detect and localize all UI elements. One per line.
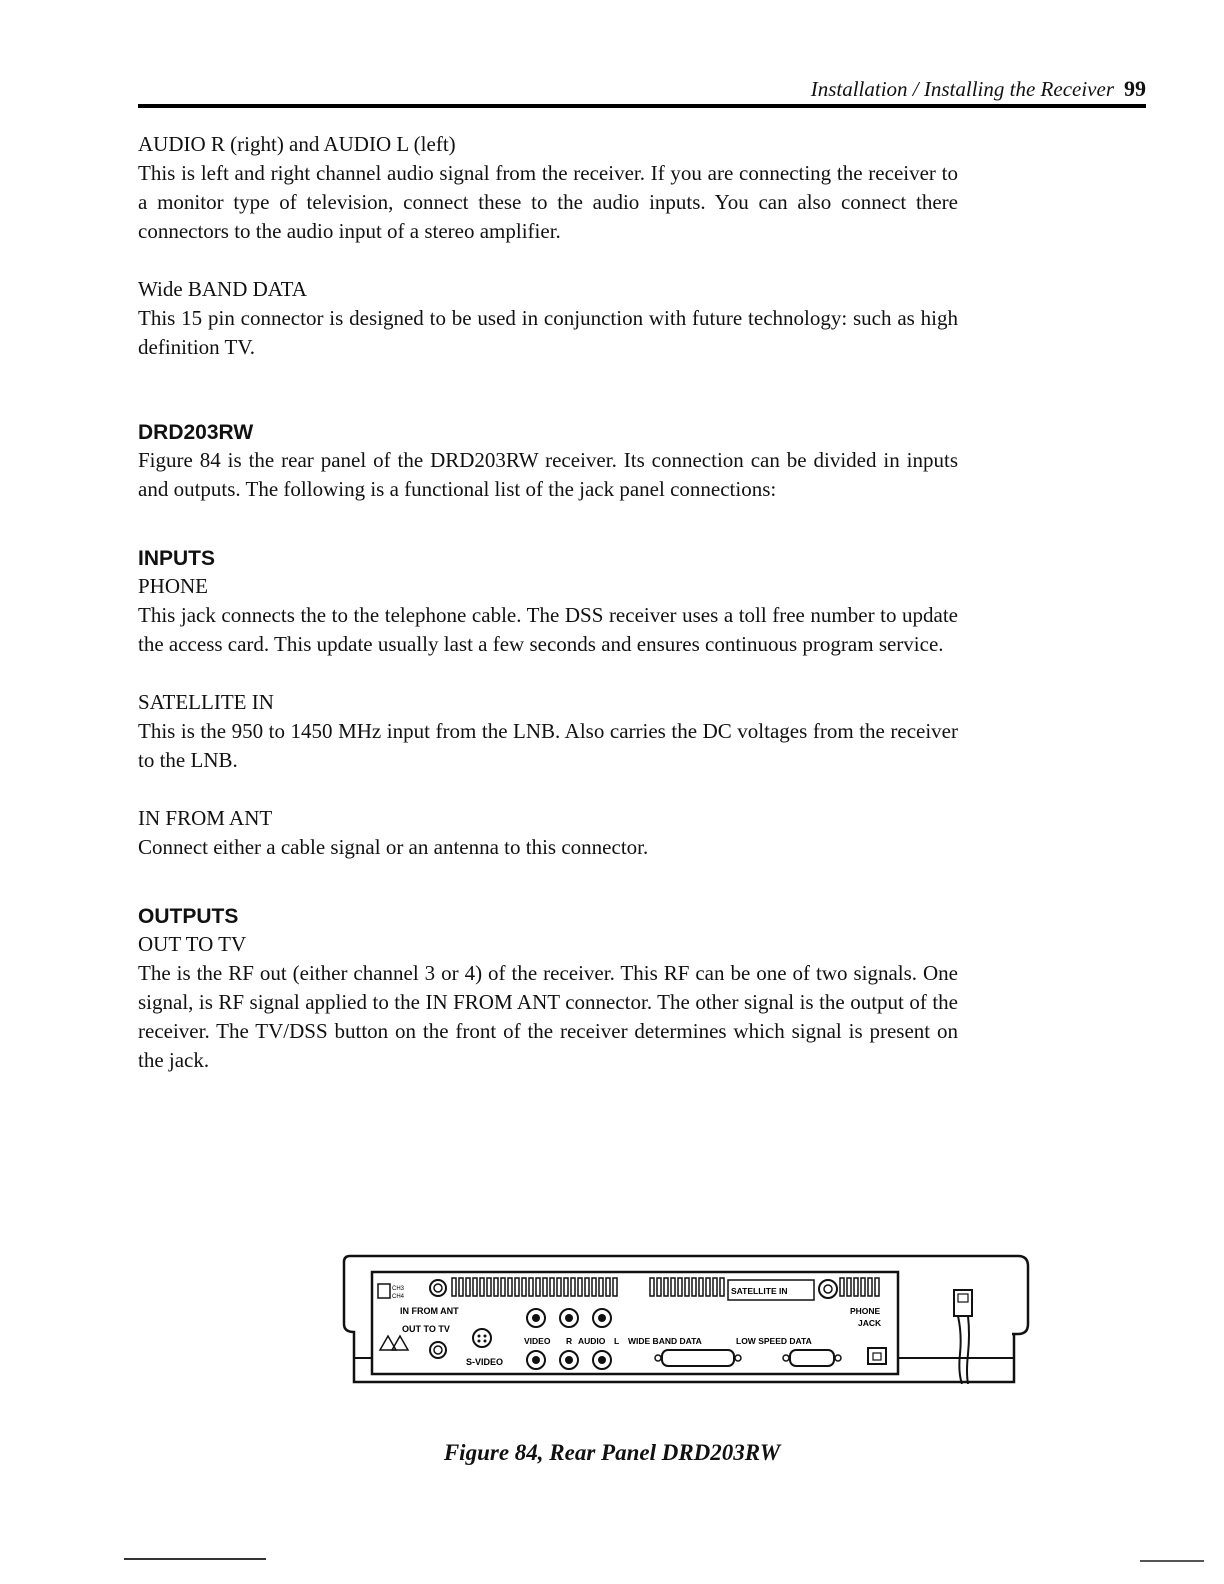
low-speed-data-connector <box>790 1350 834 1366</box>
video-label: VIDEO <box>524 1336 551 1346</box>
in-from-ant-label: IN FROM ANT <box>400 1306 459 1316</box>
out-to-tv-connector <box>430 1342 446 1358</box>
receiver-top-outline <box>344 1256 1028 1334</box>
wideband-title: Wide BAND DATA <box>138 277 307 301</box>
rear-panel-figure <box>340 1254 1030 1384</box>
out-to-tv-text: The is the RF out (either channel 3 or 4) of the receiver. This RF can be one of two signals. One signal, is RF signal applied to the IN FROM ANT connector. The other signal is the output of the receiver. The TV/DSS button on the front of the receiver determines which signal is present on the jack. <box>138 961 958 1072</box>
audio-r-label: R <box>566 1336 573 1346</box>
audio-l-label: L <box>614 1336 620 1346</box>
wideband-text: This 15 pin connector is designed to be used in conjunction with future technology: such as high definition TV. <box>138 306 958 359</box>
header-rule <box>138 104 1146 108</box>
running-title: Installation / Installing the Receiver <box>810 77 1114 101</box>
page-body <box>138 130 958 1075</box>
phone-text: This jack connects the to the telephone cable. The DSS receiver uses a toll free number to update the access card. This update usually last a few seconds and ensures continuous program service. <box>138 603 958 656</box>
phone-jack-label-1: PHONE <box>850 1306 881 1316</box>
satellite-in-connector <box>819 1280 837 1298</box>
rear-panel-diagram <box>340 1254 1030 1384</box>
antenna-title: IN FROM ANT <box>138 806 273 830</box>
figure-caption: Figure 84, Rear Panel DRD203RW <box>443 1440 781 1465</box>
phone-jack-connector <box>868 1348 886 1364</box>
vent-slots-middle <box>650 1278 724 1296</box>
antenna-text: Connect either a cable signal or an antenna to this connector. <box>138 835 649 859</box>
low-speed-data-label: LOW SPEED DATA <box>736 1336 812 1346</box>
s-video-connector <box>473 1329 491 1347</box>
satellite-text: This is the 950 to 1450 MHz input from the LNB. Also carries the DC voltages from the receiver to the LNB. <box>138 719 958 772</box>
wide-band-data-connector <box>662 1350 734 1366</box>
s-video-label: S-VIDEO <box>466 1357 504 1367</box>
satellite-title: SATELLITE IN <box>138 690 274 714</box>
in-from-ant-connector <box>430 1280 446 1296</box>
page-number: 99 <box>1124 76 1146 101</box>
out-to-tv-title: OUT TO TV <box>138 932 247 956</box>
running-header <box>138 76 1146 102</box>
rca-jacks-bottom <box>527 1351 611 1369</box>
channel-switch <box>378 1284 390 1298</box>
audio-label: AUDIO <box>578 1336 606 1346</box>
drd-text: Figure 84 is the rear panel of the DRD203RW receiver. Its connection can be divided in inputs and outputs. The following is a functional list of the jack panel connections: <box>138 448 958 501</box>
satellite-in-label: SATELLITE IN <box>731 1286 788 1296</box>
ch3-label: CH3 <box>392 1286 405 1292</box>
footer-mark <box>1140 1560 1204 1562</box>
phone-jack-label-2: JACK <box>858 1318 882 1328</box>
out-to-tv-label: OUT TO TV <box>402 1324 450 1334</box>
inputs-heading: INPUTS <box>138 547 216 570</box>
phone-title: PHONE <box>138 574 209 598</box>
footer-rule <box>124 1558 266 1560</box>
phone-cable-icon <box>954 1290 972 1384</box>
audio-text: This is left and right channel audio signal from the receiver. If you are connecting the receiver to a monitor type of television, connect these to the audio inputs. You can also connect there connectors to the audio input of a stereo amplifier. <box>138 161 958 243</box>
vent-slots-right <box>840 1278 879 1296</box>
vent-slots-left <box>452 1278 617 1296</box>
outputs-heading: OUTPUTS <box>138 905 239 928</box>
wide-band-data-label: WIDE BAND DATA <box>628 1336 702 1346</box>
audio-title: AUDIO R (right) and AUDIO L (left) <box>138 132 456 156</box>
ch4-label: CH4 <box>392 1294 405 1300</box>
drd-heading: DRD203RW <box>138 421 254 444</box>
rca-jacks-top <box>527 1309 611 1327</box>
receiver-body-outline <box>344 1262 1014 1382</box>
